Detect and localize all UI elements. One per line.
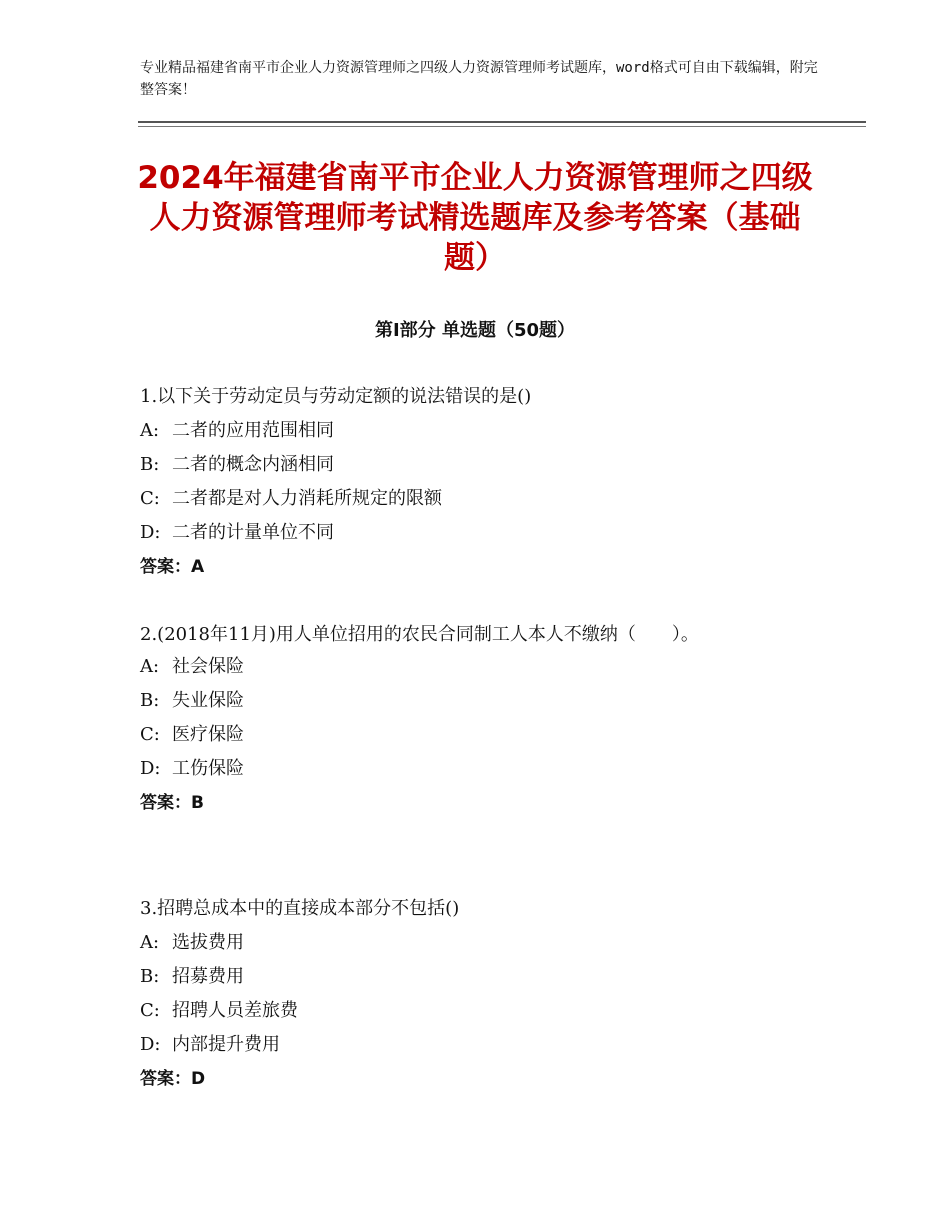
question-1 xyxy=(140,380,840,584)
option-text: 二者的计量单位不同 xyxy=(172,522,334,543)
option-text: 二者的应用范围相同 xyxy=(172,420,334,441)
option-text: 选拔费用 xyxy=(172,932,244,953)
option-key: C: xyxy=(140,724,160,745)
option-text: 社会保险 xyxy=(172,656,244,677)
option-key: D: xyxy=(140,1034,161,1055)
option-c xyxy=(140,718,730,752)
answer: 答案：A xyxy=(140,557,205,577)
option-text: 招募费用 xyxy=(172,966,244,987)
option-b xyxy=(140,684,730,718)
option-key: D: xyxy=(140,522,161,543)
option-a xyxy=(140,650,730,684)
option-key: A: xyxy=(140,932,160,953)
option-d xyxy=(140,752,730,786)
question-stem: 1.以下关于劳动定员与劳动定额的说法错误的是() xyxy=(140,386,532,407)
option-text: 二者都是对人力消耗所规定的限额 xyxy=(172,488,442,509)
header-divider-thin xyxy=(138,126,866,127)
option-a xyxy=(140,926,840,960)
option-key: B: xyxy=(140,966,160,987)
option-d xyxy=(140,1028,840,1062)
option-a xyxy=(140,414,840,448)
option-text: 失业保险 xyxy=(172,690,244,711)
answer: 答案：D xyxy=(140,1069,206,1089)
option-c xyxy=(140,482,840,516)
option-text: 二者的概念内涵相同 xyxy=(172,454,334,475)
option-key: A: xyxy=(140,656,160,677)
option-b xyxy=(140,960,840,994)
option-key: A: xyxy=(140,420,160,441)
option-text: 工伤保险 xyxy=(172,758,244,779)
option-b xyxy=(140,448,840,482)
answer: 答案：B xyxy=(140,793,204,813)
header-divider-thick xyxy=(138,121,866,123)
option-key: D: xyxy=(140,758,161,779)
question-stem: 3.招聘总成本中的直接成本部分不包括() xyxy=(140,898,460,919)
option-d xyxy=(140,516,840,550)
header-note: 专业精品福建省南平市企业人力资源管理师之四级人力资源管理师考试题库，word格式可自由下载编辑，附完整答案！ xyxy=(140,60,818,98)
option-text: 内部提升费用 xyxy=(172,1034,280,1055)
option-key: B: xyxy=(140,690,160,711)
option-text: 招聘人员差旅费 xyxy=(172,1000,298,1021)
option-key: B: xyxy=(140,454,160,475)
question-3 xyxy=(140,892,840,1096)
question-2 xyxy=(140,620,730,820)
option-c xyxy=(140,994,840,1028)
question-stem: 2.(2018年11月)用人单位招用的农民合同制工人本人不缴纳（ ）。 xyxy=(140,624,699,645)
section-title: 第Ⅰ部分 单选题（50题） xyxy=(374,320,575,341)
document-title: 2024年福建省南平市企业人力资源管理师之四级人力资源管理师考试精选题库及参考答案（基础题） xyxy=(137,160,813,276)
option-key: C: xyxy=(140,1000,160,1021)
option-key: C: xyxy=(140,488,160,509)
option-text: 医疗保险 xyxy=(172,724,244,745)
